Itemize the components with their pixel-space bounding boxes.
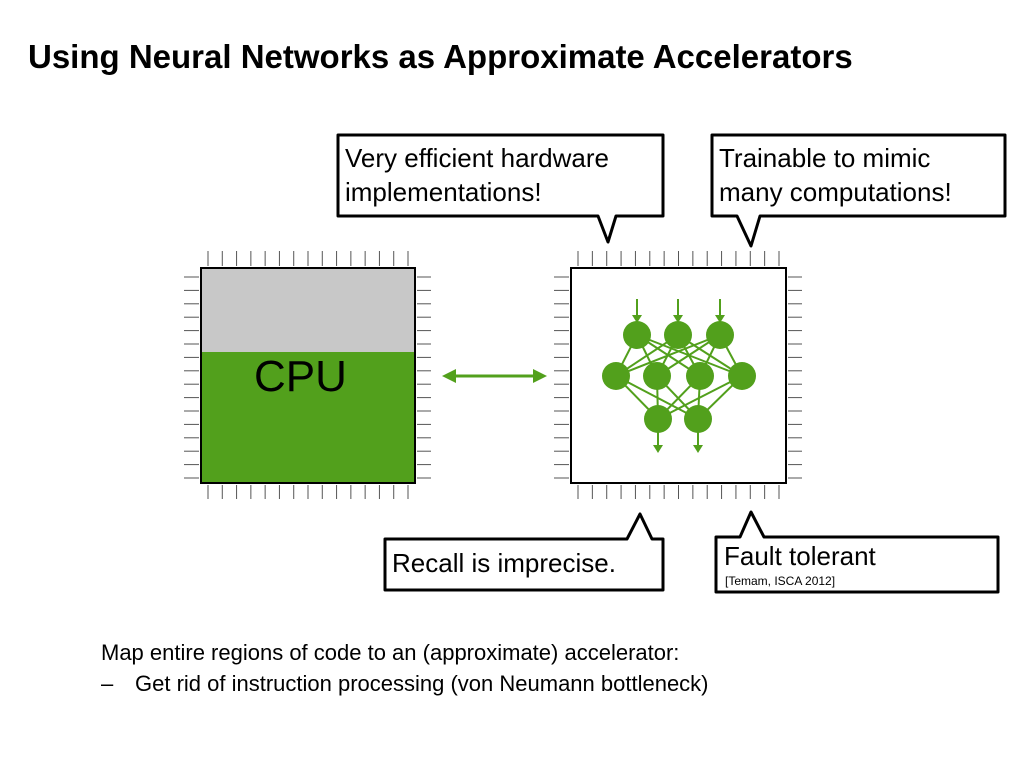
nn-node (644, 405, 672, 433)
fault-citation: [Temam, ISCA 2012] (725, 574, 836, 588)
nn-node (602, 362, 630, 390)
bubble-fault-text: Fault tolerant (724, 541, 876, 571)
nn-node (684, 405, 712, 433)
slide-title: Using Neural Networks as Approximate Accelerators (28, 38, 853, 75)
nn-node (686, 362, 714, 390)
nn-node (706, 321, 734, 349)
nn-node (728, 362, 756, 390)
bubble-efficient-line1: Very efficient hardware (345, 143, 609, 173)
nn-node (664, 321, 692, 349)
bubble-trainable-line2: many computations! (719, 177, 952, 207)
nn-node (643, 362, 671, 390)
bullet-marker: – (101, 671, 114, 696)
bubble-trainable-line1: Trainable to mimic (719, 143, 931, 173)
bubble-efficient-line2: implementations! (345, 177, 542, 207)
cpu-label: CPU (254, 352, 347, 401)
cpu-chip-top (201, 268, 415, 352)
body-line-2: Get rid of instruction processing (von Neumann bottleneck) (135, 671, 709, 696)
nn-node (623, 321, 651, 349)
body-line-1: Map entire regions of code to an (approximate) accelerator: (101, 640, 680, 665)
bubble-recall-text: Recall is imprecise. (392, 548, 616, 578)
double-arrow (442, 369, 547, 383)
